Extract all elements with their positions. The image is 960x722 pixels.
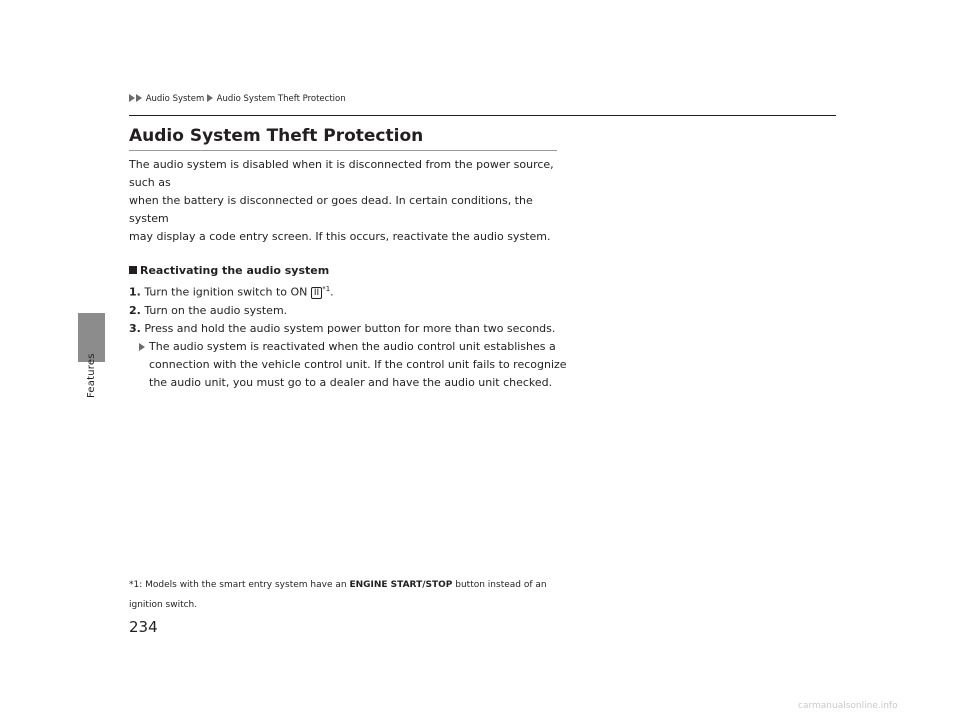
breadcrumb-arrow-icon (129, 94, 135, 102)
header-rule (129, 115, 836, 116)
footnote-ref[interactable]: *1 (322, 285, 331, 293)
step-number: 2. (129, 303, 141, 317)
breadcrumb-item-audio-system[interactable]: Audio System (145, 94, 205, 104)
section-heading-text: Reactivating the audio system (140, 264, 330, 277)
breadcrumb-arrow-icon (136, 94, 142, 102)
note-line: The audio system is reactivated when the audio control unit establishes a (149, 339, 556, 353)
section-label: Features (86, 353, 97, 398)
section-heading (129, 262, 569, 280)
step-number: 3. (129, 321, 141, 335)
main-content (129, 156, 569, 392)
footnote-line-2: ignition switch. (129, 600, 198, 610)
footnote (129, 575, 569, 615)
note-arrow-icon (139, 343, 145, 351)
footnote-suffix: button instead of an (455, 580, 547, 590)
step-suffix: . (330, 285, 334, 299)
step-note (129, 338, 569, 392)
step-text: Press and hold the audio system power button for more than two seconds. (144, 321, 556, 335)
intro-line: The audio system is disabled when it is disconnected from the power source, such as (129, 158, 554, 189)
step-number: 1. (129, 285, 141, 299)
watermark: carmanualsonline.info (798, 701, 898, 711)
breadcrumb-item-theft-protection[interactable]: Audio System Theft Protection (216, 94, 346, 104)
note-line: the audio unit, you must go to a dealer and have the audio unit checked. (149, 375, 553, 389)
ignition-position-badge: II (311, 287, 322, 299)
footnote-button-name: ENGINE START/STOP (349, 580, 453, 590)
note-line: connection with the vehicle control unit. If the control unit fails to recognize (149, 357, 567, 371)
step-1 (129, 280, 569, 302)
breadcrumb (129, 94, 346, 104)
intro-paragraph (129, 156, 569, 246)
step-text: Turn the ignition switch to ON (144, 285, 308, 299)
intro-line: when the battery is disconnected or goes dead. In certain conditions, the system (129, 194, 533, 225)
step-2 (129, 302, 569, 320)
step-text: Turn on the audio system. (144, 303, 288, 317)
step-3 (129, 320, 569, 338)
square-bullet-icon (129, 266, 137, 274)
page-title: Audio System Theft Protection (129, 126, 424, 146)
title-rule (129, 150, 557, 151)
footnote-prefix: *1: Models with the smart entry system have an (129, 580, 347, 590)
intro-line: may display a code entry screen. If this occurs, reactivate the audio system. (129, 230, 551, 243)
breadcrumb-arrow-icon (207, 94, 213, 102)
page-number: 234 (129, 618, 158, 636)
